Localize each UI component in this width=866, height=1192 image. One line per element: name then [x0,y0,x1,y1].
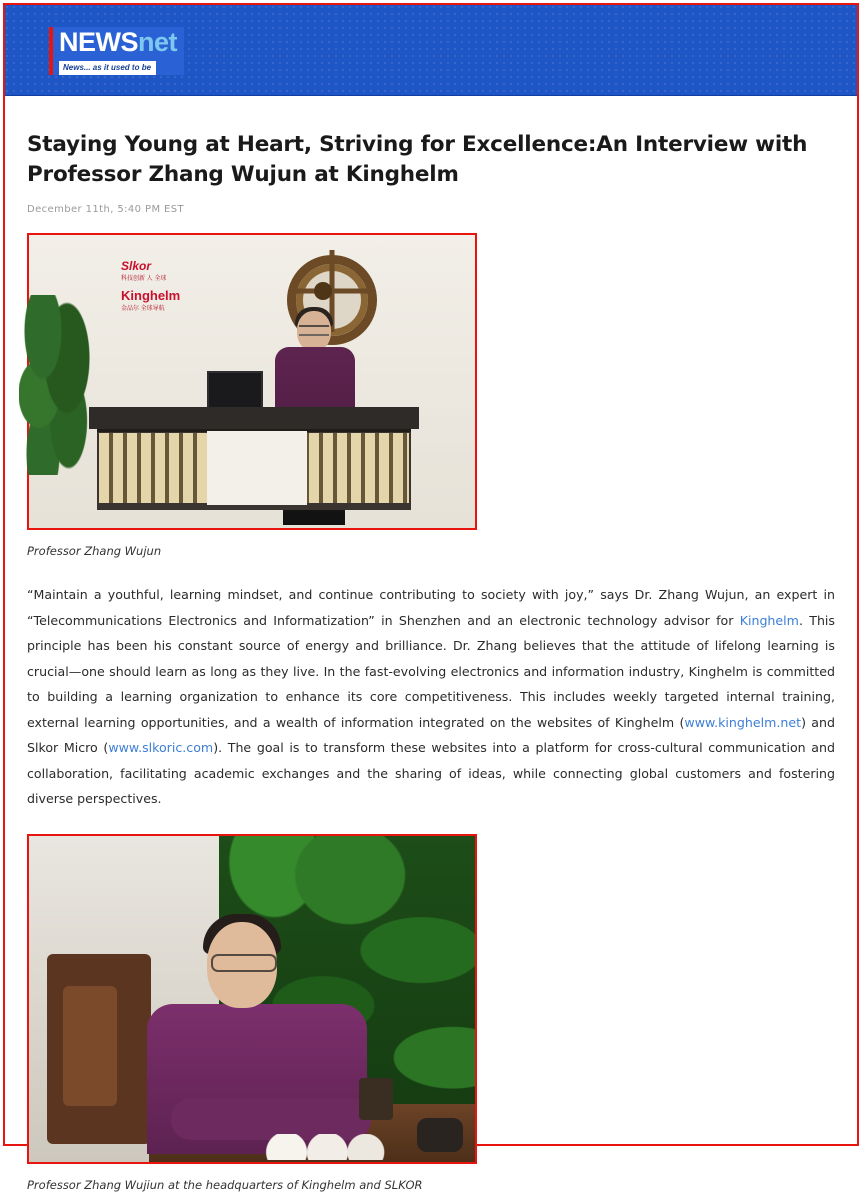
article-image-1 [27,233,477,530]
figure-1-caption: Professor Zhang Wujun [27,544,162,558]
ships-wheel-hub [314,282,332,300]
logo-wordmark [59,27,184,57]
link-kinghelm[interactable]: Kinghelm [739,612,799,628]
logo-tagline: News... as it used to be [59,61,156,75]
logo-net-text: net [138,27,177,57]
photo1-brand-line1: Slkor [121,259,152,273]
photo1-brand-wall-logo [121,259,241,315]
plant-icon [19,295,99,475]
figure-2 [27,834,835,1192]
reception-desk-panel [207,431,307,505]
glasses-icon [211,954,277,972]
link-kinghelm-url[interactable]: www.kinghelm.net [684,714,802,730]
logo-news-text: NEWS [59,27,138,57]
page-frame [3,3,859,1192]
site-logo[interactable] [49,27,184,75]
paragraph-part-2: . This principle has been his constant source of energy and brilliance. Dr. Zhang believes that the attitude of lifelong learning is crucial—one should learn as long as they live. In the fast-evolving electronics and information industry, Kinghelm is committed to building a learning organization to enhance its core competitiveness. This includes weekly targeted internal training, external learning opportunities, and a wealth of information integrated on the websites of Kinghelm ( [27,612,835,730]
photo1-brand-line2: 科技创新 人 全球 [121,276,167,282]
photo1-brand-line4: 金品尔 全球导航 [121,306,165,312]
paragraph-part-3: ) and Slkor Micro ( [27,714,835,755]
link-slkor-url[interactable]: www.slkoric.com [108,740,214,755]
article-paragraph [27,582,835,812]
site-header [5,5,857,96]
paragraph-part-1: “Maintain a youthful, learning mindset, and continue contributing to society with joy,” says Dr. Zhang Wujun, an expert in “Telecommunications Electronics and Informatization” in Shenzhen and an electronic technology advisor for [27,587,835,628]
paragraph-part-4: ). The goal is to transform these websites into a platform for cross-cultural communication and collaboration, facilitating academic exchanges and the sharing of ideas, while connecting global customers and fostering diverse perspectives. [27,740,835,806]
photo1-brand-line3: Kinghelm [121,288,181,303]
monitor-icon [207,371,263,409]
article-timestamp: December 11th, 5:40 PM EST [27,204,185,215]
reception-desk-top [89,407,419,429]
brush-holder [359,1078,393,1120]
teapot-icon [417,1118,463,1152]
figure-2-caption: Professor Zhang Wujiun at the headquarters of Kinghelm and SLKOR [27,1177,423,1192]
page-title: Staying Young at Heart, Striving for Excellence:An Interview with Professor Zhang Wujun at Kinghelm [27,132,808,187]
wooden-chair-panel [63,986,117,1106]
teacups [265,1134,385,1160]
figure-1 [27,233,835,558]
article-image-2 [27,834,477,1164]
article-body [5,96,857,1192]
glasses-icon [299,325,329,336]
